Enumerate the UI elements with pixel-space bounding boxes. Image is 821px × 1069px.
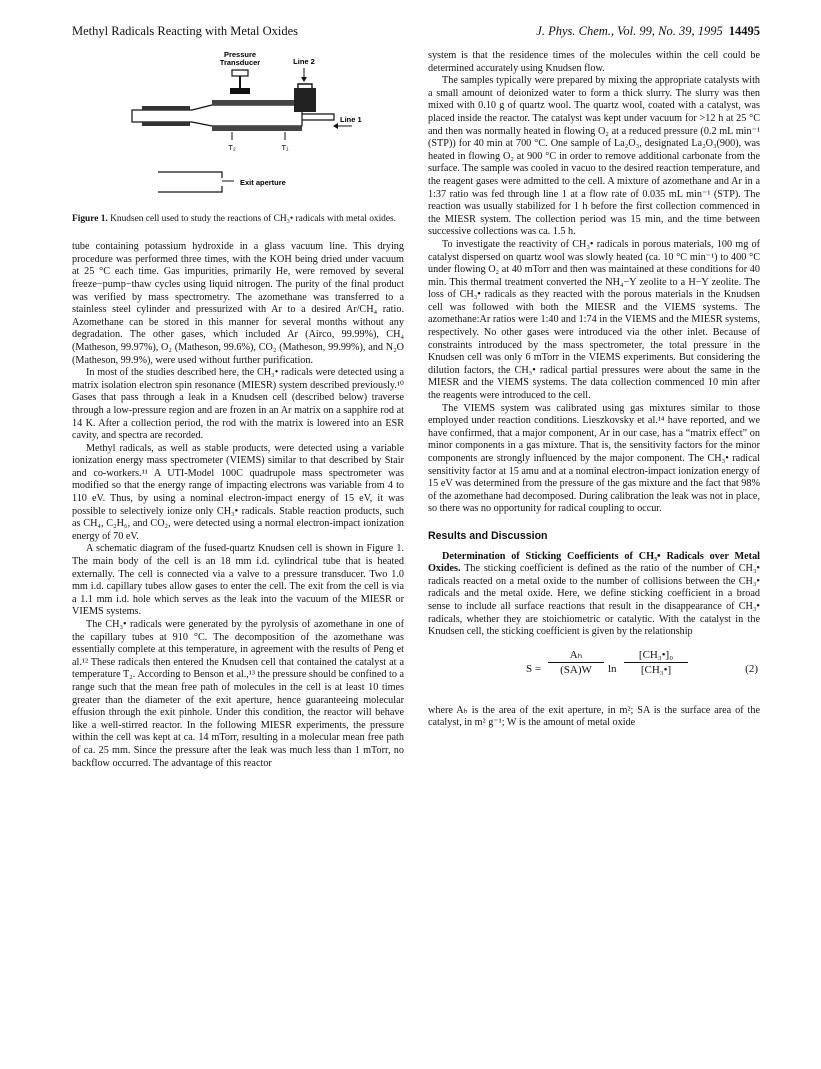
line2-arrowhead xyxy=(301,77,307,82)
right-paragraph-5-text: The sticking coefficient is defined as the ratio of the number of CH₃• radicals reacted on a metal oxide to the number of collisions between the CH₃• radicals and the metal oxide. Here, we define sticking coefficient in a broad sense to include all surface reactions that result in the disappearance of CH₃• radicals, whether they are stoichiometric or catalytic. With the catalyst in the Knudsen cell, the sticking coefficient is given by the relationship xyxy=(428,563,760,638)
left-column xyxy=(72,50,404,770)
figure-caption-text: Knudsen cell used to study the reactions of CH₃• radicals with metal oxides. xyxy=(110,214,397,224)
journal-name: J. Phys. Chem., Vol. 99, No. 39, 1995 xyxy=(536,24,723,38)
transducer-head xyxy=(232,70,248,76)
line1-arrowhead xyxy=(333,123,338,129)
equation-ln: ln xyxy=(608,662,617,675)
fraction-1-numerator: Aₕ xyxy=(548,649,604,664)
section-heading: Results and Discussion xyxy=(428,529,548,542)
right-paragraph-6: where Aₕ is the area of the exit aperture, in m²; SA is the surface area of the catalyst, in m² g⁻¹; W is the amount of metal oxide xyxy=(428,704,760,729)
left-paragraph-3: Methyl radicals, as well as stable products, were detected using a variable ionization energy mass spectrometer (VIEMS) similar to that described by Stair and co-workers.¹¹ A UTI-Model 100C quadrupole mass spectrometer was modified so that the energy range of impacting electrons was variable from 4 to 110 eV. Thus, by using a nominal electron-impact energy of 15 eV, it was possible to selectively ionize only CH₃• radicals. Stable reaction products, such as CH₄, C₂H₆, and CO₂, were detected using a normal electron-impact ionization energy of 70 eV. xyxy=(72,442,404,542)
line2-label: Line 2 xyxy=(293,57,315,66)
right-paragraph-1: system is that the residence times of the molecules within the cell could be determined accurately using Knudsen flow. xyxy=(428,50,760,74)
equation-2 xyxy=(428,647,760,697)
running-title: Methyl Radicals Reacting with Metal Oxides xyxy=(72,24,298,38)
pressure-label: Pressure xyxy=(223,50,257,59)
fraction-2-denominator: [CH₃•] xyxy=(640,664,672,677)
fraction-2-numerator: [CH₃•]₀ xyxy=(624,649,688,664)
right-paragraph-4: The VIEMS system was calibrated using gas mixtures similar to those employed under reaction conditions. Lieszkovsky et al.¹⁴ have reported, and we have confirmed, that a major component, Ar in our case, has a “matrix effect” on minor components in a gas mixture. That is, the sensitivity factors for the minor components are strongly influenced by the major component. The CH₃• radical sensitivity factor at 15 amu and at a nominal electron-impact ionization energy of 15 eV was determined from the pressure of the gas mixture and the fact that 98% of the azomethane had decomposed. During calibration the leak was not in place, so there was no opportunity for radical coupling to occur. xyxy=(428,402,760,515)
right-paragraph-2: The samples typically were prepared by mixing the appropriate catalysts with a small amount of deionized water to form a thick slurry. The slurry was then mixed with 0.10 g of quartz wool. The quartz wool, coated with a catalyst, was placed inside the reactor. The catalyst was kept under vacuum for >12 h at 25 °C and then was normally heated in flowing O₂ at a reduced pressure (0.2 mL min⁻¹ (STP)) for 40 min at 700 °C. One sample of La₂O₃, designated La₂O₃(900), was heated in flowing O₂ at 900 °C in order to remove additional carbonate from the surface. The sample was cooled in vacuo to the desired reaction temperature, and the reagent gases were admitted to the cell. A mixture of azomethane and Ar in a 1:37 ratio was fed through line 1 at a flow rate of 0.035 mL min⁻¹ (STP). The reaction was usually stabilized for 1 h before the first collection commenced in the MIESR system. The collection period was 15 min, and the time between successive collections was ca. 1.5 h. xyxy=(428,75,760,238)
heater-band-top xyxy=(212,100,302,105)
right-column xyxy=(428,50,760,730)
figure-caption xyxy=(72,214,404,225)
exit-label: Exit aperture xyxy=(240,178,286,187)
heater-band-left xyxy=(142,106,190,110)
right-paragraph-5 xyxy=(428,551,760,639)
heater-band-bottom xyxy=(212,126,302,131)
equation-lhs: S = xyxy=(526,662,542,675)
knudsen-cell-diagram xyxy=(72,50,404,210)
equation-fraction-1 xyxy=(548,649,604,677)
heater-band-left-bottom xyxy=(142,122,190,126)
transducer-label: Transducer xyxy=(219,58,261,67)
equation-body xyxy=(526,647,706,697)
left-paragraph-4: A schematic diagram of the fused-quartz Knudsen cell is shown in Figure 1. The main body of the cell is an 18 mm i.d. cylindrical tube that is heated externally. The cell is connected via a valve to a pressure transducer. Two 1.0 mm i.d. capillary tubes allow gases to enter the cell. The exit from the cell is via a 1.1 mm i.d. hole which serves as the leak into the vacuum of the MIESR or VIEMS systems. xyxy=(72,543,404,618)
left-paragraph-2: In most of the studies described here, the CH₃• radicals were detected using a matrix isolation electron spin resonance (MIESR) system described previously.¹⁰ Gases that pass through a leak in a Knudsen cell (described below) traverse through a low-pressure region and are frozen in an Ar matrix on a sapphire rod at 14 K. After a collection period, the rod with the matrix is lowered into an ESR cavity, and spectra are recorded. xyxy=(72,367,404,442)
running-header xyxy=(72,24,760,44)
equation-number: (2) xyxy=(745,662,758,675)
line1-label: Line 1 xyxy=(340,115,362,124)
valve-block xyxy=(230,88,250,94)
subsection-heading: Determination of Sticking Coefficients of CH₃• Radicals over Metal Oxides. xyxy=(428,550,760,575)
left-paragraph-1: tube containing potassium hydroxide in a glass vacuum line. This drying procedure was performed three times, with the KOH being dried under vacuum at 25 °C each time. Gas impurities, primarily He, were removed by several freeze−pump−thaw cycles using liquid nitrogen. The purity of the final product was verified by mass spectrometry. The azomethane was transferred to a stainless steel cylinder and pressurized with Ar to a desired Ar/CH₄ ratio. Azomethane can be stored in this manner for several months without any degradation. The other gases, which included Ar (Airco, 99.99%), CH₄ (Matheson, 99.97%), O₂ (Matheson, 99.6%), CO₂ (Matheson, 99.99%), and N₂O (Matheson, 99.9%), were used without further purification. xyxy=(72,241,404,366)
right-paragraph-3: To investigate the reactivity of CH₃• radicals in porous materials, 100 mg of catalyst dispersed on quartz wool was slowly heated (ca. 10 °C min⁻¹) to 400 °C under flowing O₂ at 40 mTorr and then was maintained at these conditions for 40 min. This thermal treatment converted the NH₄−Y zeolite to a H−Y zeolite. The loss of CH₃• radicals as they reacted with the porous materials in the Knudsen cell was followed with both the MIESR and the VIEMS systems. The azomethane:Ar ratios were 1:40 and 1:74 in the VIEMS and the MIESR systems, respectively. No other gases were introduced via the other inlet. Because of constraints introduced by the mass spectrometer, the total pressure in the Knudsen cell was only 6 mTorr in the VIEMS experiments. But considering the dilution factors, the CH₃• radical partial pressures were about the same in the MIESR and the VIEMS systems. The data collection commenced 10 min after the reagents were introduced to the cell. xyxy=(428,238,760,402)
figure-1 xyxy=(72,50,404,210)
exit-piece xyxy=(158,172,222,192)
page-number: 14495 xyxy=(728,24,760,38)
fraction-1-denominator: (SA)W xyxy=(560,664,592,677)
t2-label: T₂ xyxy=(228,143,236,152)
journal-citation xyxy=(536,24,760,39)
t1-label: T₁ xyxy=(281,143,289,152)
figure-caption-label: Figure 1. xyxy=(72,214,108,224)
equation-fraction-2 xyxy=(624,649,688,677)
capillary-line1 xyxy=(302,114,334,120)
capillary-heater xyxy=(294,88,316,112)
left-paragraph-5: The CH₃• radicals were generated by the pyrolysis of azomethane in one of the capillary tubes at 910 °C. The decomposition of the azomethane was essentially complete at this temperature, in agreement with the results of Peng et al.¹² These radicals then entered the Knudsen cell that contained the catalyst at a temperature T₂. According to Benson et al.,¹³ the pressure should be confined to a range such that the mean free path of molecules in the cell is at least 10 times greater than the diameter of the exit aperture, hence guaranteeing molecular effusion through the exit pinhole. Under this condition, the reactor will behave like a well-stirred reactor. In the following MIESR experiments, the pressure within the cell was kept at ca. 14 mTorr, resulting in a molecular mean free path of ca. 25 mm. Since the pressure after the leak was much less than 1 mTorr, no backflow occurred. The advantage of this reactor xyxy=(72,619,404,769)
